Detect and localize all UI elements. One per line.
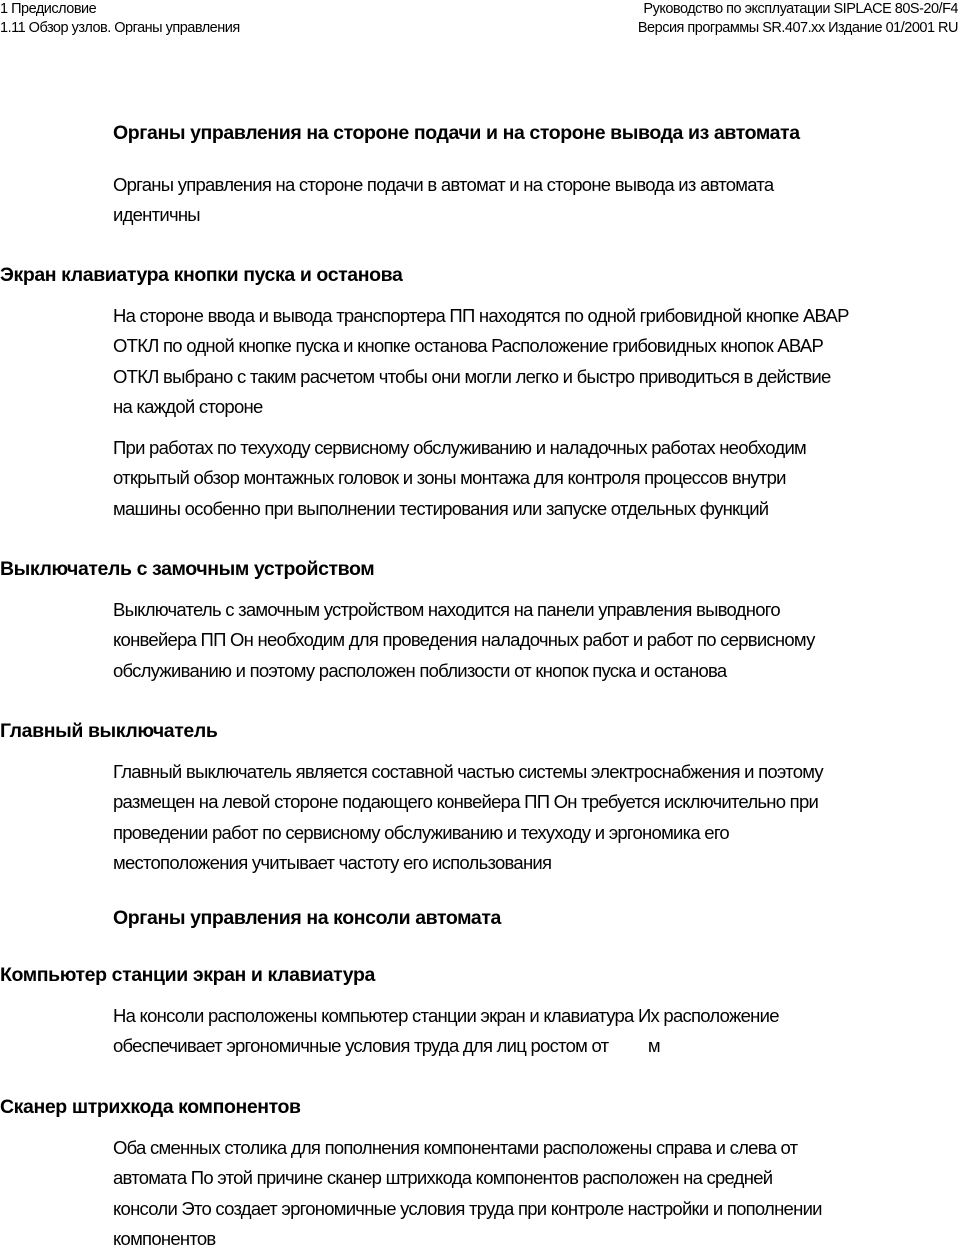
text-line: Выключатель с замочным устройством находится на панели управления выводного: [113, 599, 780, 620]
text-line: конвейера ПП Он необходим для проведения наладочных работ и работ по сервисному: [113, 629, 815, 651]
text-line: открытый обзор монтажных головок и зоны монтажа для контроля процессов внутри: [113, 467, 786, 489]
heading-feed-output-controls: Органы управления на стороне подачи и на стороне вывода из автомата: [113, 122, 800, 144]
paragraph-station-computer: [113, 1001, 961, 1062]
text-line: Оба сменных столика для пополнения компонентами расположены справа и слева от: [113, 1137, 798, 1158]
heading-key-switch: Выключатель с замочным устройством: [0, 558, 375, 580]
text-line: проведении работ по сервисному обслуживанию и техуходу и эргономика его: [113, 821, 729, 843]
heading-main-switch: Главный выключатель: [0, 720, 218, 742]
text-line: обслуживанию и поэтому расположен поблизости от кнопок пуска и останова: [113, 659, 727, 681]
page-header-right: [638, 0, 958, 38]
paragraph-feed-output-identical: [113, 170, 961, 231]
heading-console-controls: Органы управления на консоли автомата: [113, 907, 501, 929]
text-line: При работах по техуходу сервисному обслуживанию и наладочных работах необходим: [113, 437, 807, 458]
heading-barcode-scanner: Сканер штрихкода компонентов: [0, 1096, 301, 1118]
chapter-label: 1 Предисловие: [0, 1, 97, 17]
text-line: на каждой стороне: [113, 395, 263, 417]
paragraph-main-switch: [113, 757, 961, 878]
paragraph-maintenance-view: [113, 433, 961, 524]
paragraph-key-switch: [113, 595, 961, 686]
text-line: местоположения учитывает частоту его использования: [113, 851, 552, 873]
text-line: ОТКЛ по одной кнопке пуска и кнопке останова Расположение грибовидных кнопок АВАР: [113, 335, 824, 357]
page-header-left: [0, 0, 240, 38]
section-label: 1.11 Обзор узлов. Органы управления: [0, 20, 240, 36]
paragraph-barcode-scanner: [113, 1133, 961, 1254]
text-line: размещен на левой стороне подающего конвейера ПП Он требуется исключительно при: [113, 791, 819, 813]
text-line: Органы управления на стороне подачи в автомат и на стороне вывода из автомата: [113, 174, 774, 195]
heading-screen-keyboard-buttons: Экран клавиатура кнопки пуска и останова: [0, 264, 403, 286]
text-line: обеспечивает эргономичные условия труда для лиц ростом от м: [113, 1035, 660, 1057]
text-line: автомата По этой причине сканер штрихкода компонентов расположен на средней: [113, 1167, 773, 1189]
manual-title: Руководство по эксплуатации SIPLACE 80S-20/F4: [643, 1, 958, 17]
text-line: На консоли расположены компьютер станции экран и клавиатура Их расположение: [113, 1005, 779, 1026]
paragraph-emergency-buttons: [113, 301, 961, 422]
text-line: идентичны: [113, 204, 200, 226]
version-edition: Версия программы SR.407.xx Издание 01/2001 RU: [637, 20, 958, 36]
text-line: машины особенно при выполнении тестирования или запуске отдельных функций: [113, 497, 769, 519]
text-line: Главный выключатель является составной частью системы электроснабжения и поэтому: [113, 761, 823, 782]
text-line: На стороне ввода и вывода транспортера ПП находятся по одной грибовидной кнопке АВАР: [113, 305, 849, 326]
text-line: консоли Это создает эргономичные условия труда при контроле настройки и пополнении: [113, 1197, 822, 1219]
text-line: ОТКЛ выбрано с таким расчетом чтобы они могли легко и быстро приводиться в действие: [113, 365, 831, 387]
heading-station-computer: Компьютер станции экран и клавиатура: [0, 964, 375, 986]
text-line: компонентов: [113, 1227, 216, 1249]
